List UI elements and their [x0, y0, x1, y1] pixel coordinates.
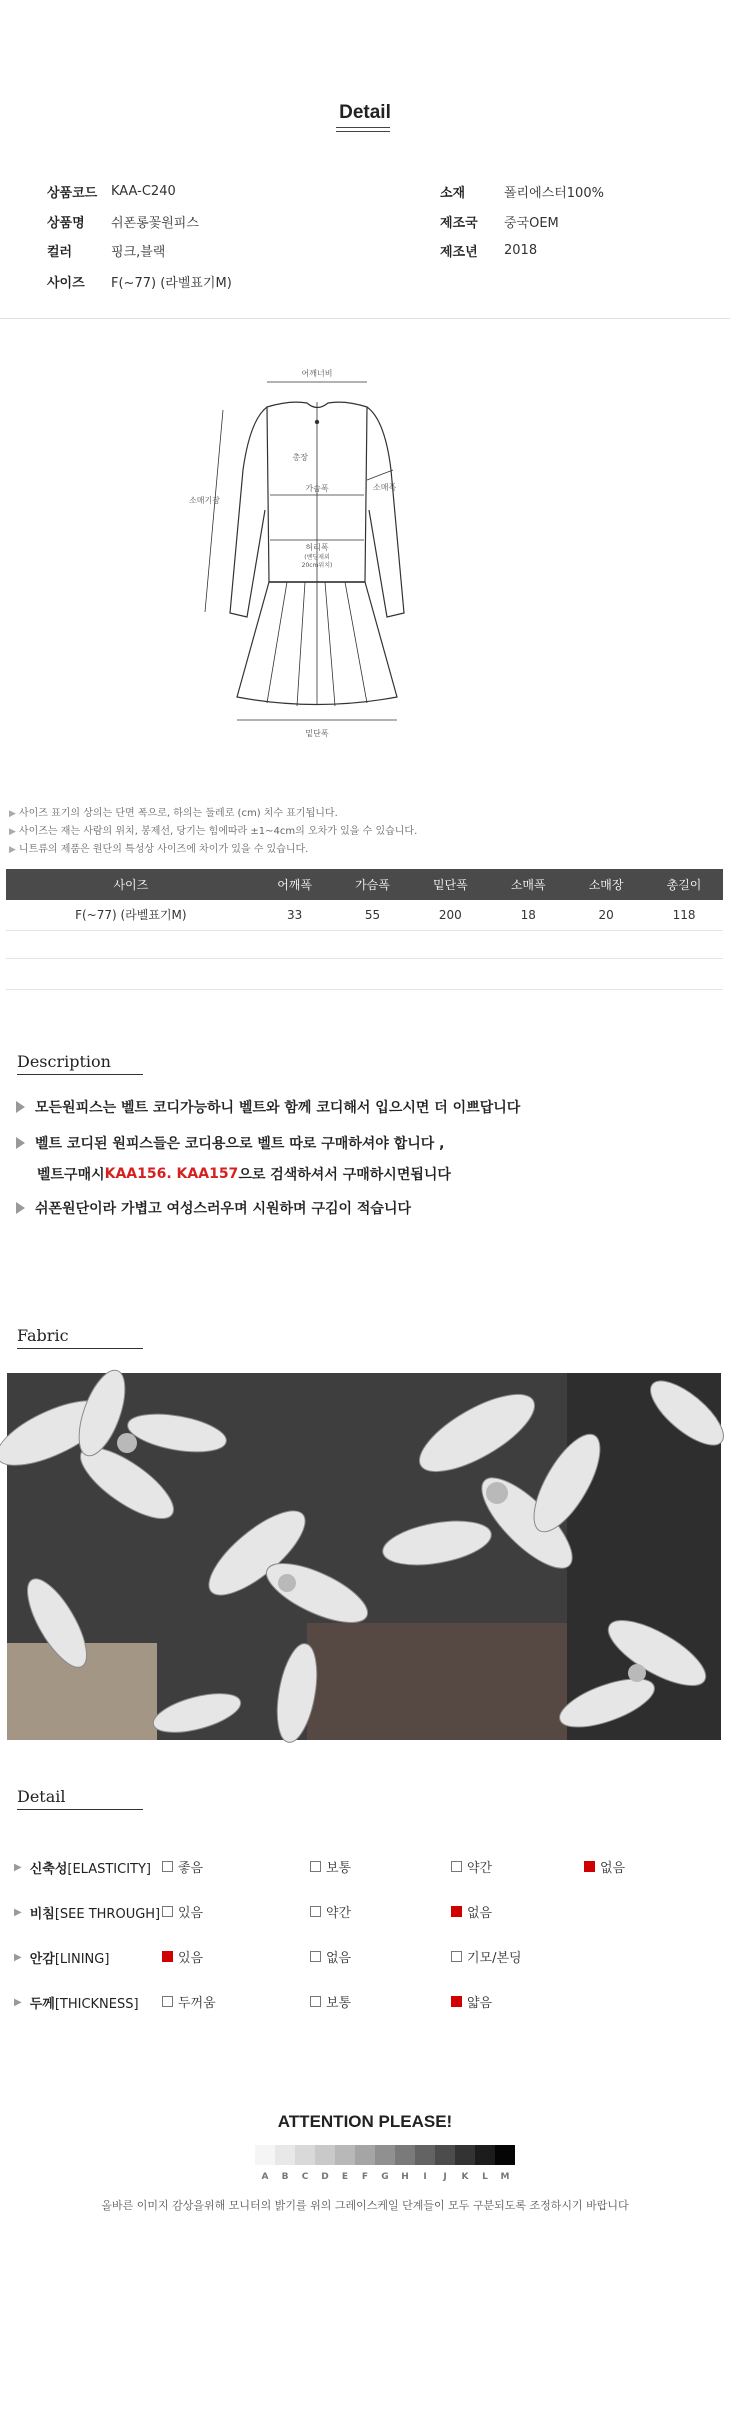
- label-waist-note: 20cm위치): [301, 562, 333, 569]
- description-line: 쉬폰원단이라 가볍고 여성스러우며 시원하며 구김이 적습니다: [16, 1198, 411, 1218]
- checkbox-checked-icon: [584, 1861, 595, 1872]
- arrow-right-icon: ▶: [14, 1906, 22, 1918]
- option-checkbox[interactable]: 얇음: [451, 1992, 492, 2011]
- table-header: 어깨폭: [256, 869, 334, 900]
- checkbox-checked-icon: [451, 1996, 462, 2007]
- info-value: 핑크,블랙: [111, 244, 166, 260]
- info-key: 상품명: [47, 215, 85, 231]
- swatch-label: K: [461, 2172, 469, 2182]
- grayscale-swatch: [435, 2145, 455, 2165]
- table-cell: 55: [334, 900, 412, 930]
- grayscale-swatch: [395, 2145, 415, 2165]
- table-cell: 200: [411, 900, 489, 930]
- option-checkbox[interactable]: 두꺼움: [162, 1992, 216, 2011]
- label-shoulder: 어깨너비: [301, 369, 333, 378]
- grayscale-swatch: [255, 2145, 275, 2165]
- info-row: [47, 271, 232, 291]
- grayscale-swatch: [375, 2145, 395, 2165]
- label-sleeve-width: 소매폭: [373, 483, 397, 492]
- fabric-title: Fabric: [17, 1326, 69, 1345]
- checkbox-checked-icon: [451, 1906, 462, 1917]
- table-header: 사이즈: [6, 869, 256, 900]
- detail-row-lining: ▶ 안감[LINING]: [14, 1951, 110, 1967]
- arrow-right-icon: ▶: [9, 809, 16, 819]
- table-cell: F(~77) (라벨표기M): [6, 900, 256, 930]
- swatch-label: M: [500, 2172, 510, 2182]
- size-table: [6, 869, 723, 931]
- description-line: 벨트구매시 KAA156. KAA157 으로 검색하셔서 구매하시면됩니다: [37, 1166, 451, 1183]
- dress-left-sleeve: [230, 407, 267, 617]
- table-header: 소매폭: [489, 869, 567, 900]
- info-row: [440, 240, 537, 260]
- detail-row-thickness: ▶ 두께[THICKNESS]: [14, 1996, 139, 2012]
- swatch-label: C: [301, 2172, 309, 2182]
- info-key: 제조국: [440, 215, 478, 231]
- arrow-right-icon: ▶: [14, 1951, 22, 1963]
- checkbox-icon: [310, 1951, 321, 1962]
- note-line: ▶ 니트류의 제품은 원단의 특성상 사이즈에 차이가 있을 수 있습니다.: [9, 844, 309, 855]
- triangle-bullet-icon: [16, 1202, 25, 1214]
- option-checkbox[interactable]: 기모/본딩: [451, 1947, 522, 1966]
- info-row: [440, 211, 559, 231]
- triangle-bullet-icon: [16, 1101, 25, 1113]
- table-header-row: [6, 869, 723, 900]
- table-cell: 18: [489, 900, 567, 930]
- swatch-label: G: [381, 2172, 389, 2182]
- checkbox-icon: [451, 1861, 462, 1872]
- table-cell: 33: [256, 900, 334, 930]
- label-waist-note: (밴딩제외: [304, 554, 330, 561]
- description-line: 모든원피스는 벨트 코디가능하니 벨트와 함께 코디해서 입으시면 더 이쁘답니다: [16, 1097, 520, 1117]
- table-header: 소매장: [567, 869, 645, 900]
- grayscale-swatch: [415, 2145, 435, 2165]
- label-waist: 허리폭: [305, 543, 329, 552]
- note-line: ▶ 사이즈 표기의 상의는 단면 폭으로, 하의는 둘레로 (cm) 치수 표기됩니다.: [9, 808, 338, 819]
- info-row: [47, 240, 165, 260]
- swatch-label: I: [423, 2172, 427, 2182]
- table-empty-row: [6, 989, 723, 990]
- note-line: ▶ 사이즈는 재는 사람의 위치, 봉제선, 당기는 힘에따라 ±1~4cm의 오차가 있을 수 있습니다.: [9, 826, 418, 837]
- fabric-photo: [7, 1373, 721, 1740]
- label-sleeve-length: 소매기장: [189, 496, 220, 505]
- page-title: Detail: [339, 102, 391, 123]
- info-value: 2018: [504, 242, 538, 258]
- info-row: [47, 181, 176, 201]
- info-key: 상품코드: [47, 185, 98, 201]
- grayscale-swatch: [475, 2145, 495, 2165]
- detail-row-elasticity: ▶ 신축성[ELASTICITY]: [14, 1861, 152, 1877]
- option-checkbox[interactable]: 있음: [162, 1947, 203, 1966]
- info-row: [47, 211, 199, 231]
- table-header: 밑단폭: [411, 869, 489, 900]
- grayscale-swatch: [275, 2145, 295, 2165]
- checkbox-icon: [162, 1861, 173, 1872]
- checkbox-icon: [451, 1951, 462, 1962]
- grayscale-swatch: [295, 2145, 315, 2165]
- option-checkbox[interactable]: 약간: [310, 1902, 351, 1921]
- option-checkbox[interactable]: 없음: [584, 1857, 625, 1876]
- option-checkbox[interactable]: 없음: [310, 1947, 351, 1966]
- checkbox-icon: [310, 1906, 321, 1917]
- size-notes: [9, 805, 417, 859]
- option-checkbox[interactable]: 약간: [451, 1857, 492, 1876]
- checkbox-icon: [162, 1996, 173, 2007]
- table-header: 가슴폭: [334, 869, 412, 900]
- size-diagram: [189, 360, 525, 755]
- info-value: KAA-C240: [111, 183, 176, 199]
- description-line: 벨트 코디된 원피스들은 코디용으로 벨트 따로 구매하셔야 합니다 ,: [16, 1133, 444, 1153]
- swatch-label: D: [321, 2172, 329, 2182]
- checkbox-checked-icon: [162, 1951, 173, 1962]
- info-value: 폴리에스터100%: [504, 185, 604, 201]
- dress-right-sleeve: [367, 407, 404, 617]
- swatch-label: E: [341, 2172, 349, 2182]
- section-divider: [0, 318, 730, 319]
- info-value: F(~77) (라벨표기M): [111, 275, 232, 291]
- info-value: 중국OEM: [504, 215, 559, 231]
- option-checkbox[interactable]: 보통: [310, 1857, 351, 1876]
- info-key: 사이즈: [47, 275, 85, 291]
- table-cell: 118: [645, 900, 723, 930]
- option-checkbox[interactable]: 보통: [310, 1992, 351, 2011]
- grayscale-swatch: [315, 2145, 335, 2165]
- triangle-bullet-icon: [16, 1137, 25, 1149]
- grayscale-swatch: [355, 2145, 375, 2165]
- section-underline: [17, 1348, 143, 1349]
- swatch-label: B: [281, 2172, 289, 2182]
- swatch-label: A: [261, 2172, 269, 2182]
- option-checkbox[interactable]: 없음: [451, 1902, 492, 1921]
- swatch-label: L: [482, 2172, 488, 2182]
- attention-text: 올바른 이미지 감상을위해 모니터의 밝기를 위의 그레이스케일 단계들이 모두 구분되도록 조정하시기 바랍니다: [101, 2199, 629, 2212]
- swatch-label: H: [401, 2172, 409, 2182]
- info-value: 쉬폰롱꽃원피스: [111, 215, 199, 231]
- table-header: 총길이: [645, 869, 723, 900]
- swatch-label: F: [361, 2172, 369, 2182]
- fabric-print: [7, 1373, 721, 1740]
- checkbox-icon: [310, 1996, 321, 2007]
- grayscale-swatch: [495, 2145, 515, 2165]
- label-length: 총장: [292, 453, 308, 462]
- belt-codes: KAA156. KAA157: [104, 1166, 239, 1182]
- arrow-right-icon: ▶: [14, 1861, 22, 1873]
- arrow-right-icon: ▶: [14, 1996, 22, 2008]
- checkbox-icon: [310, 1861, 321, 1872]
- title-underline: [336, 127, 390, 128]
- grayscale-swatch: [335, 2145, 355, 2165]
- swatch-label: J: [443, 2172, 447, 2182]
- section-underline: [17, 1809, 143, 1810]
- info-key: 컬러: [47, 244, 73, 260]
- attention-title: ATTENTION PLEASE!: [277, 2112, 453, 2131]
- info-key: 제조년: [440, 244, 478, 260]
- table-empty-row: [6, 958, 723, 959]
- label-hem: 밑단폭: [305, 729, 329, 738]
- option-checkbox[interactable]: 좋음: [162, 1857, 203, 1876]
- table-row: [6, 900, 723, 930]
- arrow-right-icon: ▶: [9, 827, 16, 837]
- detail-title: Detail: [17, 1787, 66, 1806]
- option-checkbox[interactable]: 있음: [162, 1902, 203, 1921]
- title-underline: [336, 131, 390, 132]
- checkbox-icon: [162, 1906, 173, 1917]
- table-cell: 20: [567, 900, 645, 930]
- label-chest: 가슴폭: [305, 484, 329, 493]
- info-row: [440, 181, 604, 201]
- description-title: Description: [17, 1052, 111, 1071]
- info-key: 소재: [440, 185, 466, 201]
- section-underline: [17, 1074, 143, 1075]
- detail-row-see-through: ▶ 비침[SEE THROUGH]: [14, 1906, 161, 1922]
- arrow-right-icon: ▶: [9, 845, 16, 855]
- grayscale-swatch: [455, 2145, 475, 2165]
